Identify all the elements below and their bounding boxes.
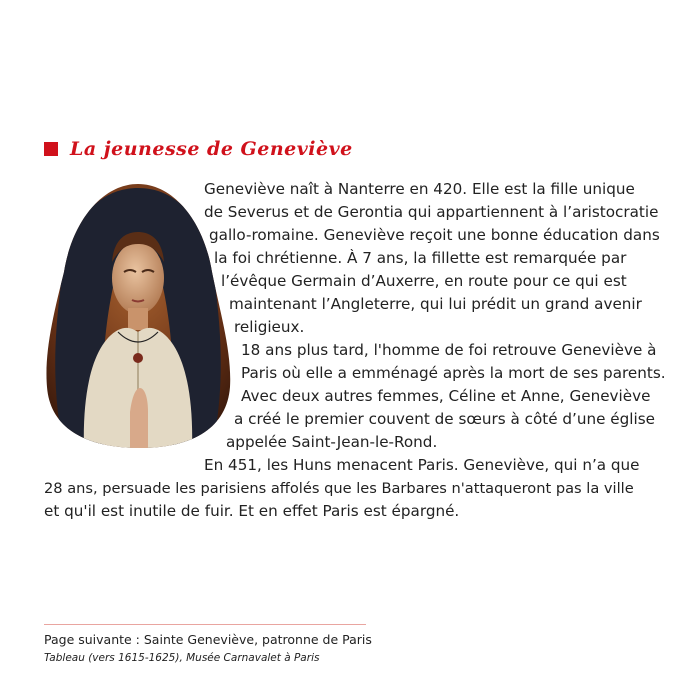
body-line: de Severus et de Gerontia qui appartiennent à l’aristocratie (204, 203, 659, 221)
body-line: 28 ans, persuade les parisiens affolés que les Barbares n'attaqueront pas la ville (44, 480, 634, 497)
body-line: et qu'il est inutile de fuir. Et en effet Paris est épargné. (44, 502, 460, 520)
footer-credit: Tableau (vers 1615-1625), Musée Carnavalet à Paris (44, 652, 320, 664)
body-line: Geneviève naît à Nanterre en 420. Elle est la fille unique (204, 180, 635, 198)
footer-caption: Page suivante : Sainte Geneviève, patronne de Paris (44, 632, 372, 647)
body-line: maintenant l’Angleterre, qui lui prédit un grand avenir (229, 295, 642, 313)
body-line: la foi chrétienne. À 7 ans, la fillette est remarquée par (214, 249, 627, 267)
body-line: Avec deux autres femmes, Céline et Anne, Geneviève (241, 387, 651, 405)
body-line: gallo-romaine. Geneviève reçoit une bonne éducation dans (209, 226, 660, 244)
red-square-bullet (44, 142, 58, 156)
body-line: En 451, les Huns menacent Paris. Geneviève, qui n’a que (204, 456, 640, 474)
section-title: La jeunesse de Geneviève (70, 138, 353, 160)
body-line: Paris où elle a emménagé après la mort de ses parents. (241, 364, 666, 382)
body-line: 18 ans plus tard, l'homme de foi retrouve Geneviève à (241, 341, 657, 359)
body-line: l’évêque Germain d’Auxerre, en route pour ce qui est (221, 272, 627, 290)
body-line: appelée Saint-Jean-le-Rond. (226, 433, 438, 451)
section-heading (44, 138, 353, 160)
body-line: a créé le premier couvent de sœurs à côté d’une église (234, 410, 655, 428)
footer-divider (44, 624, 366, 625)
body-line: religieux. (234, 318, 305, 336)
